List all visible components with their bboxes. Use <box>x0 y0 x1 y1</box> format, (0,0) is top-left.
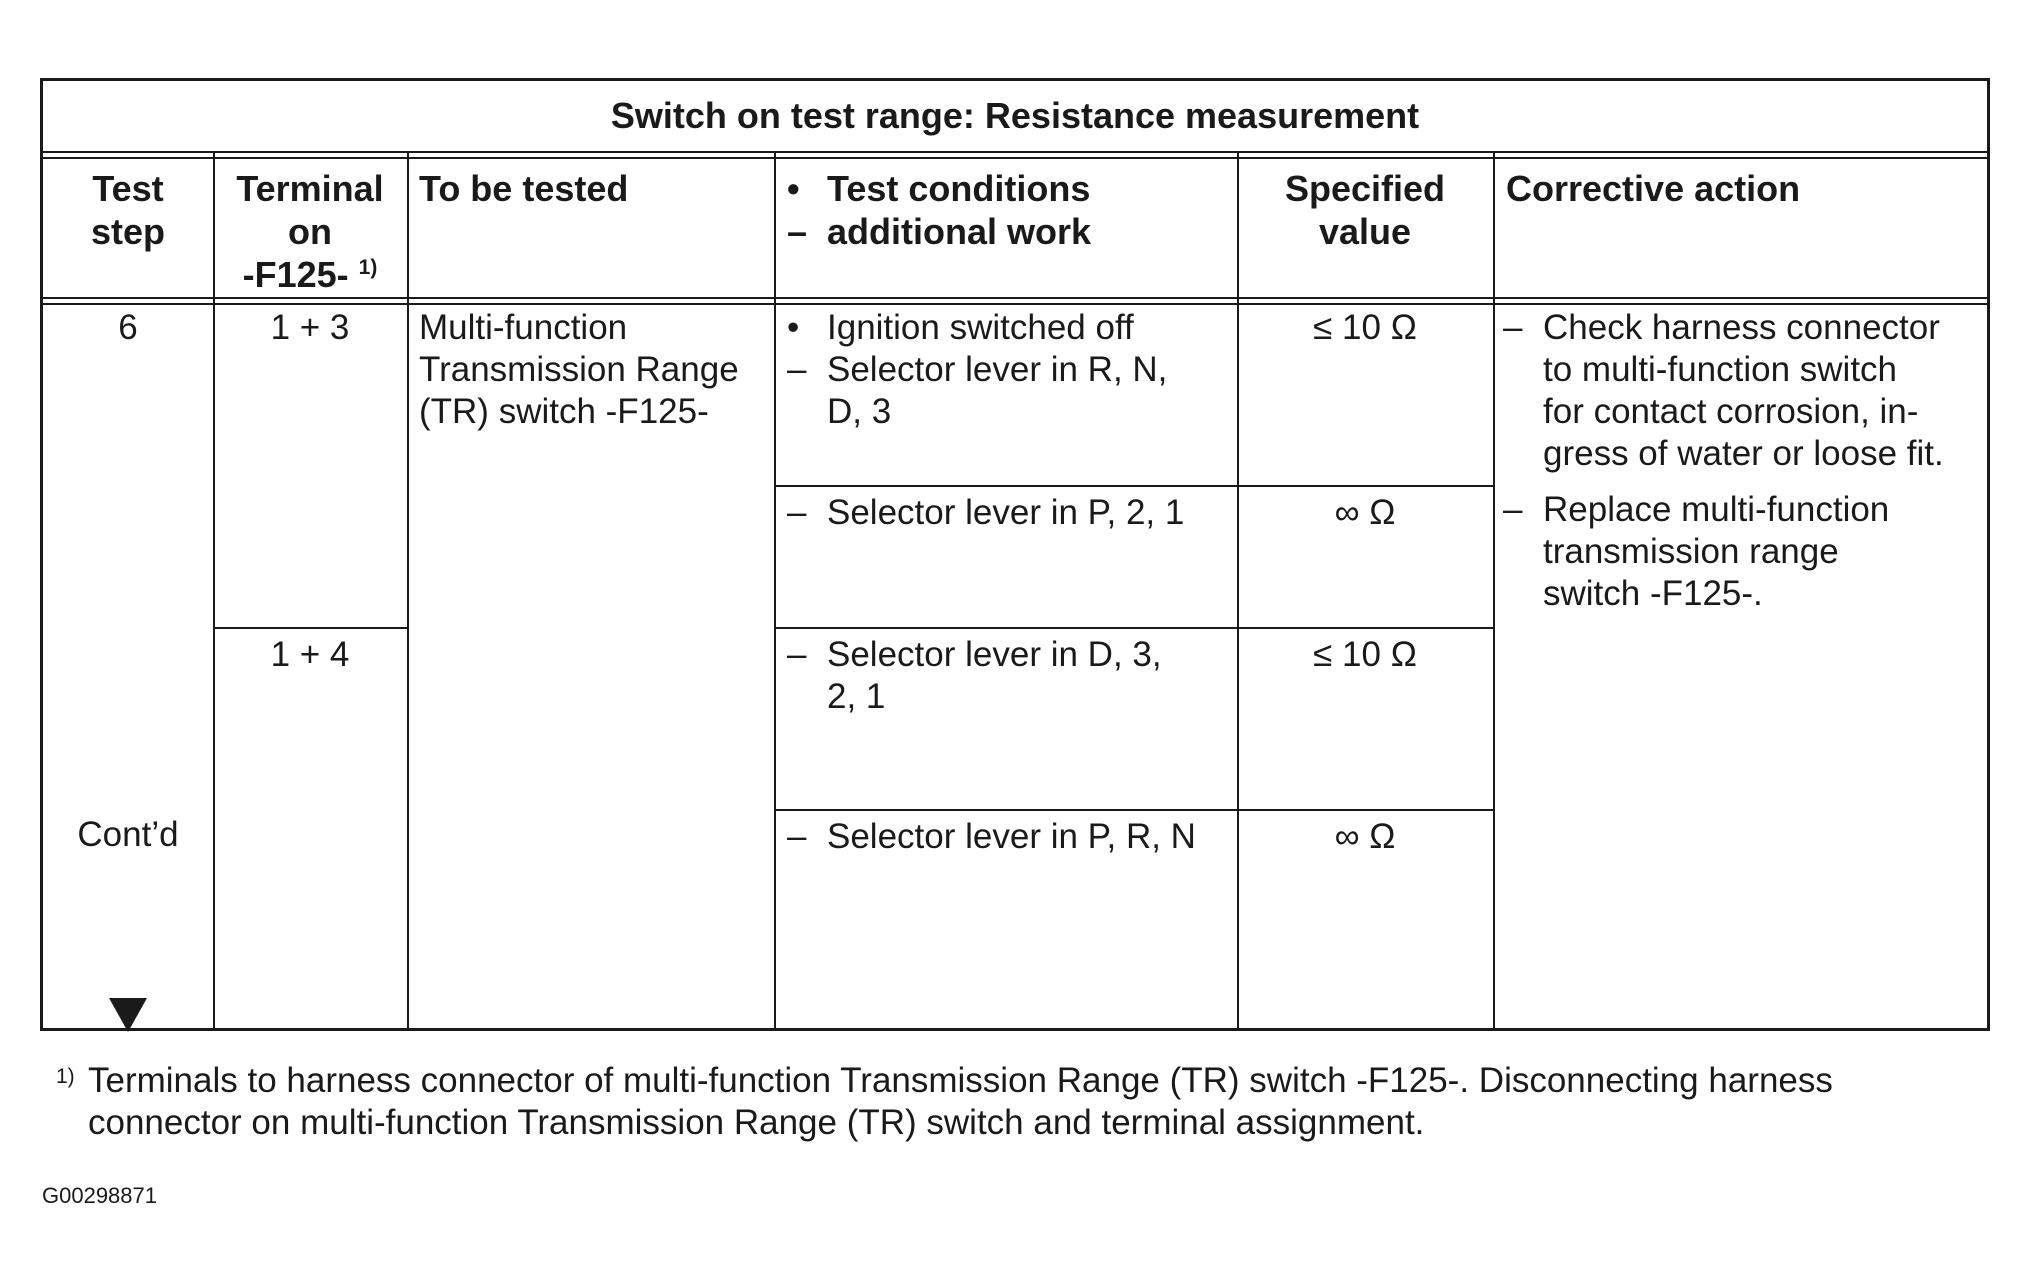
rule <box>43 157 1987 159</box>
header-test-conditions <box>787 167 1227 253</box>
document-code: G00298871 <box>42 1183 157 1208</box>
rule <box>43 151 1987 153</box>
header-line <box>213 253 407 296</box>
header-line: Specified <box>1284 168 1446 209</box>
action-text: for contact corrosion, in- <box>1543 392 1919 431</box>
test-condition <box>787 816 1227 858</box>
text-line: Transmission Range <box>419 350 739 389</box>
test-step-value: 6 <box>118 308 138 347</box>
condition-text: 2, 1 <box>827 677 886 716</box>
text-line: Multi-function <box>419 308 628 347</box>
continue-arrow-icon <box>109 998 147 1032</box>
specified-value: ≤ 10 Ω <box>1313 635 1417 674</box>
resistance-table <box>40 78 1990 1031</box>
specified-value: ∞ Ω <box>1334 817 1396 856</box>
terminal-value: 1 + 3 <box>270 308 350 347</box>
dash-marker: – <box>787 350 807 389</box>
header-terminal <box>213 167 407 296</box>
header-specified-value <box>1237 167 1493 253</box>
header-to-be-tested: To be tested <box>419 168 629 209</box>
action-text: gress of water or loose fit. <box>1543 434 1944 473</box>
corrective-action <box>1503 307 1983 615</box>
specified-value: ≤ 10 Ω <box>1313 308 1417 347</box>
condition-text: Ignition switched off <box>827 308 1134 347</box>
column-divider <box>407 151 409 1028</box>
continued-label: Cont’d <box>77 815 179 854</box>
action-text: switch -F125-. <box>1543 574 1763 613</box>
bullet-marker: • <box>787 168 800 209</box>
header-line: Test <box>92 168 164 209</box>
condition-text: D, 3 <box>827 392 892 431</box>
header-line: Terminal <box>236 168 384 209</box>
footnote <box>56 1060 1996 1144</box>
header-line: additional work <box>827 211 1092 252</box>
table-title: Switch on test range: Resistance measurement <box>610 95 1420 136</box>
condition-text: Selector lever in R, N, <box>827 350 1168 389</box>
row-divider <box>213 627 407 629</box>
footnote-text: connector on multi-function Transmission Range (TR) switch and terminal assignment. <box>88 1103 1425 1142</box>
header-corrective-action: Corrective action <box>1506 168 1801 209</box>
rule <box>43 297 1987 299</box>
column-divider <box>1237 151 1239 1028</box>
bullet-marker: • <box>787 308 800 347</box>
specified-value: ∞ Ω <box>1334 493 1396 532</box>
action-text: transmission range <box>1543 532 1839 571</box>
text-line: (TR) switch -F125- <box>419 392 709 431</box>
row-divider <box>774 809 1493 811</box>
row-divider <box>774 485 1493 487</box>
header-terminal-id: -F125- <box>242 254 349 295</box>
column-divider <box>1493 151 1495 1028</box>
dash-marker: – <box>787 817 807 856</box>
condition-text: Selector lever in D, 3, <box>827 635 1162 674</box>
header-line: value <box>1318 211 1412 252</box>
dash-marker: – <box>1503 490 1523 529</box>
test-condition <box>787 492 1227 534</box>
test-condition <box>787 634 1227 718</box>
action-text: to multi-function switch <box>1543 350 1898 389</box>
condition-text: Selector lever in P, R, N <box>827 817 1196 856</box>
terminal-value: 1 + 4 <box>270 635 350 674</box>
rule <box>43 303 1987 305</box>
component-tested <box>419 307 769 433</box>
header-line: step <box>90 211 166 252</box>
footnote-ref: 1) <box>358 256 378 279</box>
condition-text: Selector lever in P, 2, 1 <box>827 493 1185 532</box>
header-line: Test conditions <box>827 168 1091 209</box>
dash-marker: – <box>787 635 807 674</box>
row-divider <box>774 627 1493 629</box>
dash-marker: – <box>787 493 807 532</box>
dash-marker: – <box>1503 308 1523 347</box>
column-divider <box>774 151 776 1028</box>
test-condition <box>787 307 1227 433</box>
action-text: Replace multi-function <box>1543 490 1890 529</box>
header-line: on <box>288 211 332 252</box>
footnote-text: Terminals to harness connector of multi-function Transmission Range (TR) switch -F125-. Disconnecting harness <box>88 1061 1833 1100</box>
action-text: Check harness connector <box>1543 308 1940 347</box>
header-test-step <box>43 167 213 253</box>
footnote-mark: 1) <box>56 1065 75 1088</box>
dash-marker: – <box>787 211 808 252</box>
